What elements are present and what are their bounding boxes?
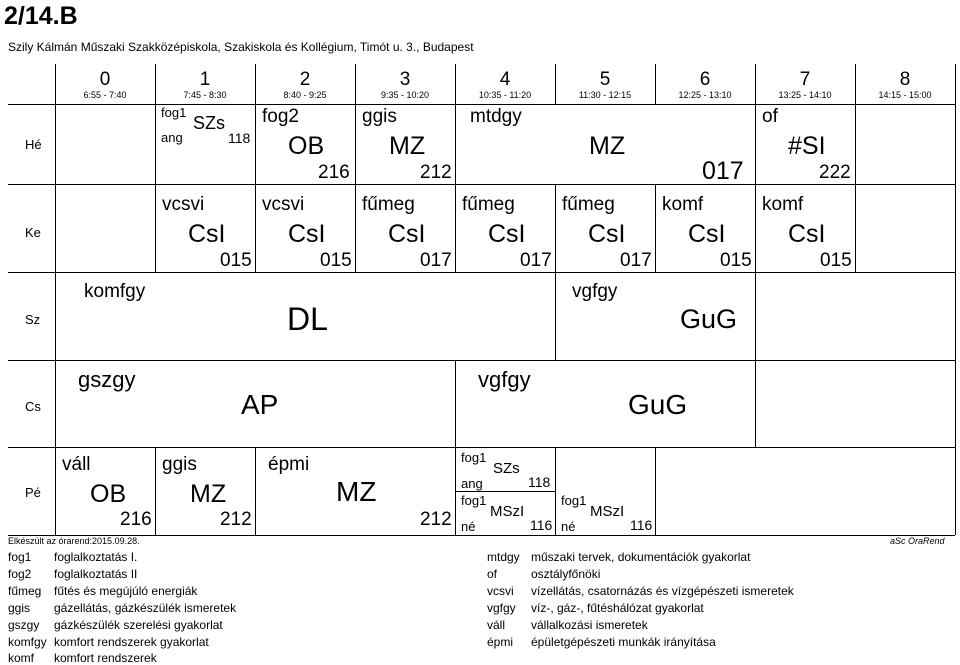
lesson-subject: gszgy (78, 367, 136, 392)
period-number: 4 (499, 69, 511, 90)
lesson-subject: komfgy (84, 281, 146, 302)
lesson-room: 017 (702, 157, 744, 185)
lesson-teacher: MSzI (490, 503, 525, 520)
lesson-teacher: MSzI (590, 503, 625, 520)
lesson-teacher: MZ (336, 476, 377, 507)
period-number: 6 (699, 69, 711, 90)
period-time: 9:35 - 10:20 (380, 90, 430, 100)
legend-desc: gázkészülék szerelési gyakorlat (54, 618, 223, 632)
lesson-teacher: CsI (588, 220, 626, 248)
lesson-subgroup: ang (161, 130, 183, 145)
lesson-teacher: SZs (193, 113, 226, 133)
lesson-room: 116 (630, 517, 653, 533)
period-number: 0 (99, 69, 111, 90)
legend-abbr: vgfgy (487, 601, 516, 615)
lesson-teacher: GuG (628, 389, 688, 420)
legend-desc: foglalkoztatás I. (54, 550, 138, 564)
legend-abbr: váll (487, 618, 506, 632)
period-time: 6:55 - 7:40 (83, 90, 127, 100)
lesson-room: 216 (318, 162, 350, 183)
lesson-subject: fűmeg (462, 194, 515, 215)
legend-desc: fűtés és megújúló energiák (54, 584, 198, 598)
legend-abbr: fog2 (8, 567, 32, 581)
legend-abbr: gszgy (8, 618, 40, 632)
legend-desc: épületgépészeti munkák irányítása (531, 635, 716, 649)
lesson-teacher: #SI (788, 132, 826, 160)
lesson-room: 118 (528, 474, 551, 490)
period-number: 3 (399, 69, 411, 90)
lesson-subject: fog2 (262, 106, 299, 127)
lesson-teacher: CsI (788, 220, 826, 248)
school-name: Szily Kálmán Műszaki Szakközépiskola, Szakiskola és Kollégium, Timót u. 3., Budapest (8, 40, 474, 54)
day-label: Cs (25, 399, 41, 414)
lesson-room: 017 (520, 250, 552, 271)
lesson-room: 118 (228, 130, 251, 146)
lesson-room: 212 (220, 509, 252, 530)
lesson-teacher: CsI (288, 220, 326, 248)
lesson-subject: ggis (162, 454, 197, 475)
day-label: Sz (25, 312, 41, 327)
legend-abbr: fog1 (8, 550, 32, 564)
lesson-subject: komf (762, 194, 804, 215)
lesson-room: 116 (530, 517, 553, 533)
lesson-group: fog1 (561, 493, 587, 508)
lesson-room: 015 (820, 250, 852, 271)
lesson-teacher: DL (287, 301, 328, 337)
lesson-teacher: MZ (389, 132, 426, 160)
lesson-teacher: MZ (190, 480, 227, 508)
lesson-room: 017 (420, 250, 452, 271)
legend-desc: vállalkozási ismeretek (531, 618, 648, 632)
lesson-subject: váll (62, 454, 91, 475)
lesson-teacher: AP (241, 389, 279, 420)
lesson-subject: komf (662, 194, 704, 215)
legend-abbr: fűmeg (8, 584, 42, 598)
lesson-room: 212 (420, 509, 452, 530)
lesson-room: 015 (320, 250, 352, 271)
legend-abbr: of (487, 567, 498, 581)
legend-abbr: épmi (487, 635, 514, 649)
lesson-subject: fűmeg (362, 194, 415, 215)
lesson-subject: of (762, 106, 778, 127)
lesson-subgroup: né (461, 519, 476, 534)
lesson-subject: ggis (362, 106, 397, 127)
lesson-teacher: SZs (493, 460, 520, 477)
legend-desc: komfort rendszerek (54, 651, 157, 665)
day-label: Hé (25, 137, 42, 152)
lesson-group: fog1 (461, 493, 487, 508)
legend-abbr: komf (8, 651, 35, 665)
lesson-room: 216 (120, 509, 152, 530)
legend-abbr: komfgy (8, 635, 47, 649)
legend-desc: gázellátás, gázkészülék ismeretek (54, 601, 237, 615)
period-number: 5 (599, 69, 611, 90)
lesson-room: 015 (220, 250, 252, 271)
legend-desc: vízellátás, csatornázás és vízgépészeti ismeretek (531, 584, 794, 598)
legend-abbr: ggis (8, 601, 31, 615)
lesson-teacher: CsI (488, 220, 526, 248)
lesson-subject: vcsvi (162, 194, 205, 215)
period-time: 14:15 - 15:00 (878, 90, 932, 100)
lesson-group: fog1 (161, 105, 187, 120)
brand-label: aSc OraRend (890, 536, 945, 546)
day-label: Ke (25, 225, 41, 240)
period-number: 8 (899, 69, 911, 90)
legend-abbr: mtdgy (487, 550, 520, 564)
legend-desc: komfort rendszerek gyakorlat (54, 635, 209, 649)
lesson-teacher: CsI (688, 220, 726, 248)
period-number: 2 (299, 69, 311, 90)
legend-desc: foglalkoztatás II (54, 567, 138, 581)
period-time: 10:35 - 11:20 (478, 90, 532, 100)
lesson-group: fog1 (461, 450, 487, 465)
period-time: 8:40 - 9:25 (283, 90, 327, 100)
lesson-teacher: CsI (188, 220, 226, 248)
legend-desc: víz-, gáz-, fűtéshálózat gyakorlat (531, 601, 704, 615)
lesson-subject: mtdgy (470, 106, 522, 127)
period-time: 13:25 - 14:10 (778, 90, 832, 100)
lesson-subject: vgfgy (478, 367, 531, 392)
lesson-teacher: GuG (680, 304, 738, 334)
lesson-room: 015 (720, 250, 752, 271)
legend-abbr: vcsvi (487, 584, 514, 598)
lesson-room: 017 (620, 250, 652, 271)
lesson-teacher: CsI (388, 220, 426, 248)
lesson-teacher: OB (288, 132, 325, 160)
period-time: 11:30 - 12:15 (578, 90, 632, 100)
day-label: Pé (25, 485, 41, 500)
lesson-subject: vgfgy (572, 281, 618, 302)
legend-desc: osztályfőnöki (531, 567, 601, 581)
lesson-teacher: OB (90, 480, 127, 508)
page-title: 2/14.B (4, 2, 78, 30)
generated-date: Elkészült az órarend:2015.09.28. (8, 536, 140, 546)
lesson-room: 222 (819, 162, 851, 183)
period-time: 7:45 - 8:30 (183, 90, 227, 100)
lesson-subject: vcsvi (262, 194, 305, 215)
lesson-teacher: MZ (589, 132, 626, 160)
period-number: 1 (199, 69, 211, 90)
lesson-subject: fűmeg (562, 194, 615, 215)
lesson-subgroup: ang (461, 476, 483, 491)
lesson-room: 212 (420, 162, 452, 183)
lesson-subgroup: né (561, 519, 576, 534)
period-number: 7 (799, 69, 811, 90)
legend-desc: műszaki tervek, dokumentációk gyakorlat (531, 550, 751, 564)
period-time: 12:25 - 13:10 (678, 90, 732, 100)
lesson-subject: épmi (268, 454, 310, 475)
